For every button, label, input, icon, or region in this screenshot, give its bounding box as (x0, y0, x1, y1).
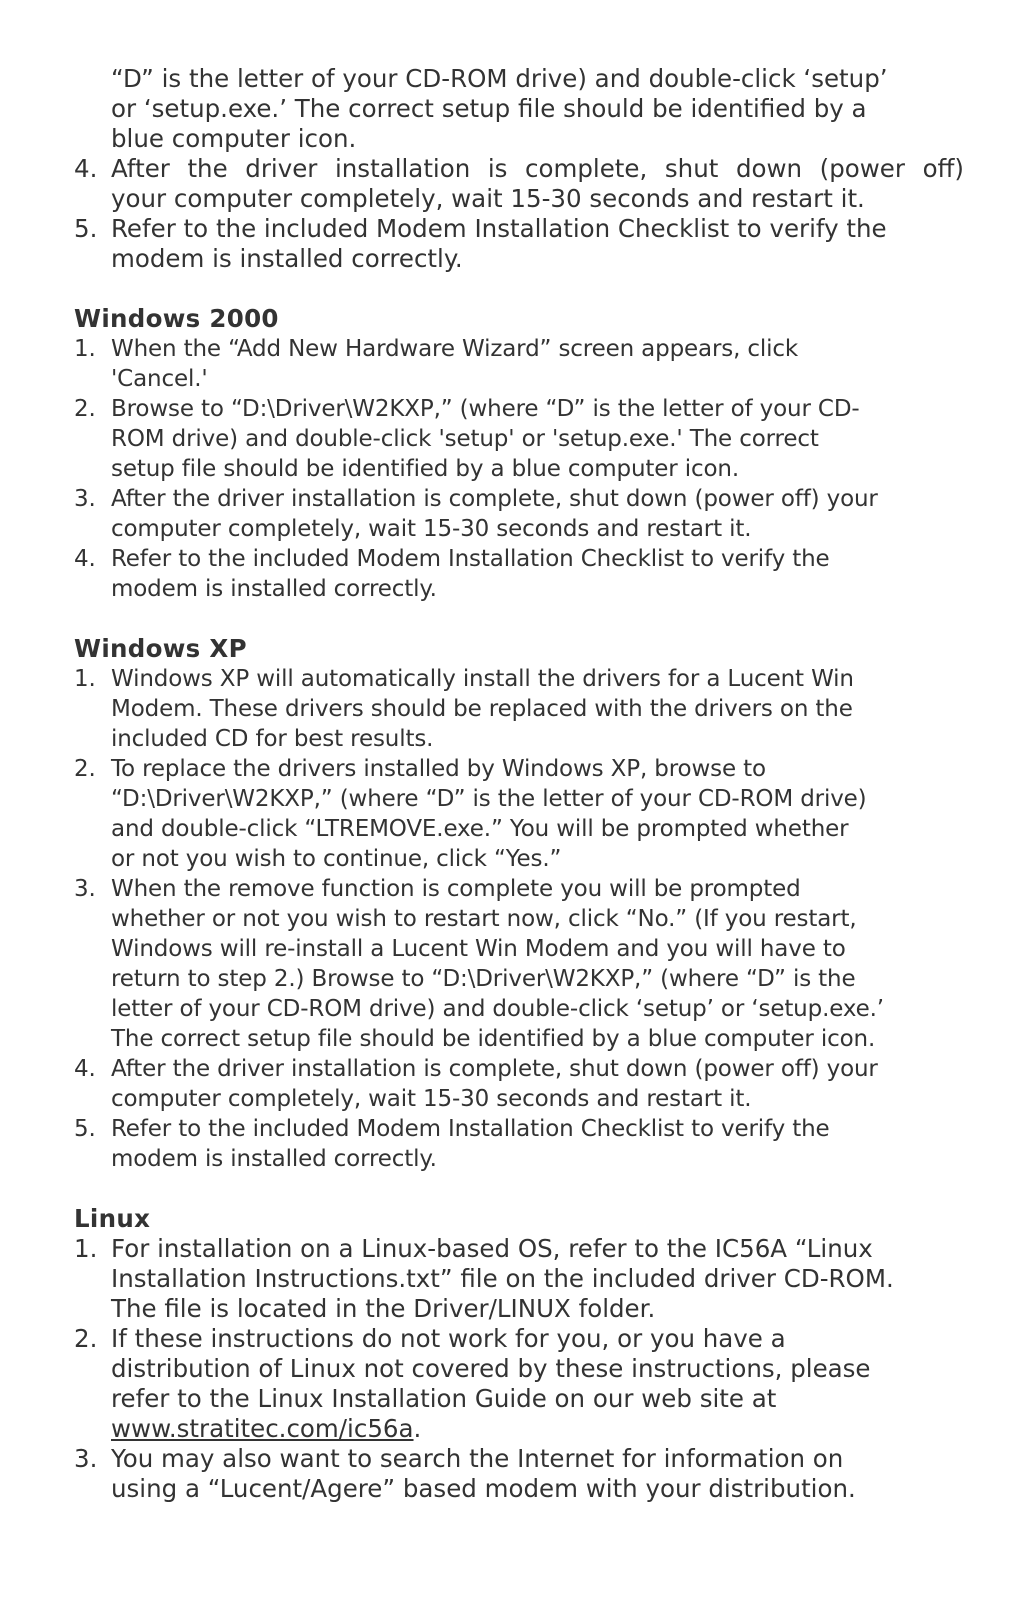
text-line: You may also want to search the Internet for information on (111, 1444, 844, 1473)
step-number: 2. (74, 1324, 98, 1353)
text-line: included CD for best results. (111, 726, 434, 752)
text-line: “D:\Driver\W2KXP,” (where “D” is the letter of your CD-ROM drive) (111, 786, 867, 812)
text-line: your computer completely, wait 15-30 seconds and restart it. (111, 184, 865, 213)
list-item (74, 1444, 964, 1504)
step-number: 1. (74, 1234, 98, 1263)
list-item (74, 1324, 964, 1444)
text-line: The correct setup file should be identified by a blue computer icon. (111, 1026, 876, 1052)
step-number: 5. (74, 1116, 96, 1142)
list-item (74, 1234, 964, 1324)
text-line: ROM drive) and double-click 'setup' or 'setup.exe.' The correct (111, 426, 819, 452)
text-line: “D” is the letter of your CD-ROM drive) and double-click ‘setup’ (111, 64, 888, 93)
step-number: 4. (74, 546, 96, 572)
step-number: 2. (74, 396, 96, 422)
text-line: computer completely, wait 15-30 seconds and restart it. (111, 516, 752, 542)
list-item (74, 394, 964, 484)
document-page (74, 64, 964, 1504)
list-item (74, 1054, 964, 1114)
continued-step (74, 64, 964, 154)
step-number: 1. (74, 666, 96, 692)
link-line (111, 1414, 964, 1444)
step-number: 1. (74, 336, 96, 362)
text-line: setup file should be identified by a blue computer icon. (111, 456, 740, 482)
text-line: 'Cancel.' (111, 366, 208, 392)
step-number: 4. (74, 154, 98, 183)
text-line: refer to the Linux Installation Guide on our web site at (111, 1384, 777, 1413)
step-number: 3. (74, 1444, 98, 1473)
list-item (74, 544, 964, 604)
list-item (74, 334, 964, 394)
text-line: After the driver installation is complete, shut down (power off) your (111, 1056, 878, 1082)
text-line: Browse to “D:\Driver\W2KXP,” (where “D” is the letter of your CD- (111, 396, 860, 422)
text-line: using a “Lucent/Agere” based modem with your distribution. (111, 1474, 856, 1503)
text-line: For installation on a Linux-based OS, refer to the IC56A “Linux (111, 1234, 873, 1263)
section-heading-linux: Linux (74, 1204, 151, 1233)
text-line: Refer to the included Modem Installation Checklist to verify the (111, 214, 887, 243)
list-item (74, 154, 964, 214)
list-item (74, 214, 964, 274)
text-line: Refer to the included Modem Installation Checklist to verify the (111, 546, 830, 572)
text-line: return to step 2.) Browse to “D:\Driver\W2KXP,” (where “D” is the (111, 966, 856, 992)
text-line: After the driver installation is complete, shut down (power off) (111, 154, 964, 183)
step-number: 5. (74, 214, 98, 243)
text-line: blue computer icon. (111, 124, 357, 153)
step-number: 3. (74, 486, 96, 512)
text-line: and double-click “LTREMOVE.exe.” You will be prompted whether (111, 816, 849, 842)
text-line: To replace the drivers installed by Windows XP, browse to (111, 756, 766, 782)
text-line: Windows XP will automatically install the drivers for a Lucent Win (111, 666, 854, 692)
step-list-windows-2000 (74, 334, 964, 604)
text-line: If these instructions do not work for you, or you have a (111, 1324, 786, 1353)
link-suffix: . (413, 1414, 422, 1443)
step-list-windows-xp (74, 664, 964, 1174)
text-line: Windows will re-install a Lucent Win Modem and you will have to (111, 936, 846, 962)
step-number: 2. (74, 756, 96, 782)
text-line: Refer to the included Modem Installation Checklist to verify the (111, 1116, 830, 1142)
text-line: modem is installed correctly. (111, 244, 463, 273)
text-line: whether or not you wish to restart now, click “No.” (If you restart, (111, 906, 857, 932)
list-item (74, 664, 964, 754)
list-item (74, 754, 964, 874)
text-line: Installation Instructions.txt” file on the included driver CD-ROM. (111, 1264, 894, 1293)
list-item (74, 484, 964, 544)
section-heading-windows-xp: Windows XP (74, 634, 247, 663)
text-line: The file is located in the Driver/LINUX folder. (111, 1294, 656, 1323)
text-line: distribution of Linux not covered by these instructions, please (111, 1354, 871, 1383)
text-line: modem is installed correctly. (111, 576, 437, 602)
text-line: modem is installed correctly. (111, 1146, 437, 1172)
list-item (74, 1114, 964, 1174)
list-item (74, 874, 964, 1054)
text-line: letter of your CD-ROM drive) and double-click ‘setup’ or ‘setup.exe.’ (111, 996, 884, 1022)
text-line: After the driver installation is complete, shut down (power off) your (111, 486, 878, 512)
section-heading-windows-2000: Windows 2000 (74, 304, 279, 333)
step-list-prior-section (74, 154, 964, 274)
text-line: When the “Add New Hardware Wizard” screen appears, click (111, 336, 799, 362)
step-list-linux (74, 1234, 964, 1504)
text-line: or ‘setup.exe.’ The correct setup file should be identified by a (111, 94, 867, 123)
step-number: 3. (74, 876, 96, 902)
website-link[interactable]: www.stratitec.com/ic56a (111, 1414, 414, 1443)
text-line: computer completely, wait 15-30 seconds and restart it. (111, 1086, 752, 1112)
text-line: or not you wish to continue, click “Yes.” (111, 846, 562, 872)
step-number: 4. (74, 1056, 96, 1082)
text-line: When the remove function is complete you will be prompted (111, 876, 801, 902)
text-line: Modem. These drivers should be replaced with the drivers on the (111, 696, 853, 722)
